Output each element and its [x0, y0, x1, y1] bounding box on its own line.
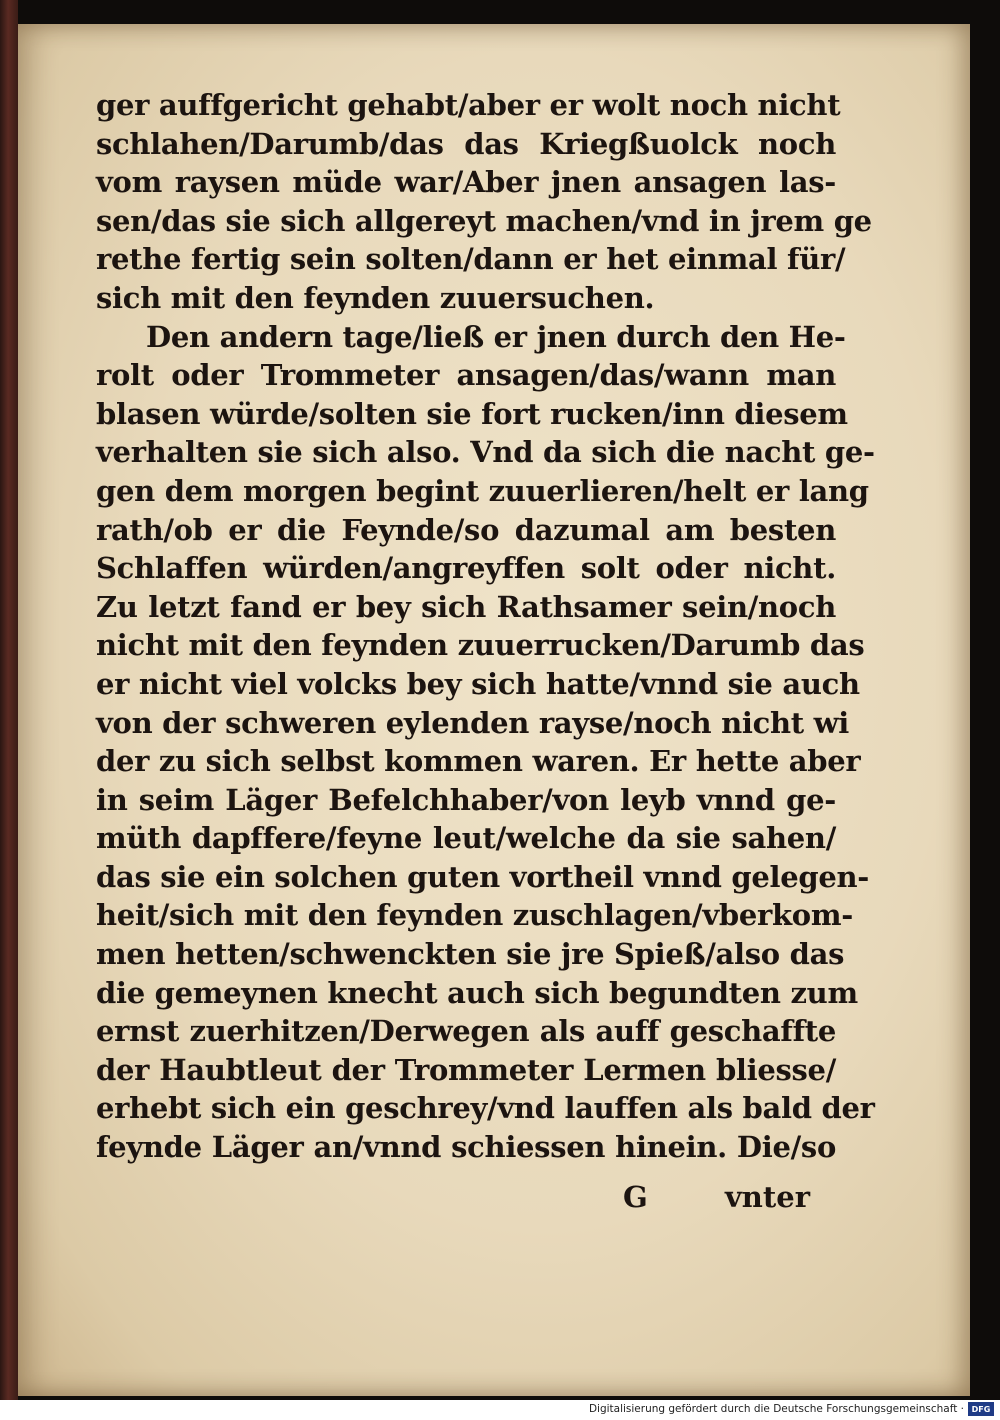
text-line: men hetten/schwenckten sie jre Spieß/also das: [96, 937, 845, 972]
text-line: rethe fertig sein solten/dann er het einmal für/: [96, 242, 846, 277]
signature-mark: G: [623, 1180, 648, 1214]
text-line: erhebt sich ein geschrey/vnd lauffen als bald der: [96, 1091, 875, 1126]
text-line: Schlaffen würden/angreyffen solt oder nicht.: [96, 551, 836, 586]
credit-text: Digitalisierung gefördert durch die Deutsche Forschungsgemeinschaft ·: [588, 1403, 964, 1415]
catchword: vnter: [724, 1180, 810, 1214]
text-line: heit/sich mit den feynden zuschlagen/vberkom-: [96, 898, 853, 933]
text-line: vom raysen müde war/Aber jnen ansagen las-: [96, 165, 836, 200]
text-line: rolt oder Trommeter ansagen/das/wann man: [96, 358, 836, 393]
text-line: das sie ein solchen guten vortheil vnnd gelegen-: [96, 859, 870, 894]
page-footer-marks: [78, 1180, 818, 1220]
text-line: schlahen/Darumb/das das Kriegßuolck noch: [96, 126, 836, 161]
text-line: die gemeynen knecht auch sich begundten zum: [96, 975, 858, 1010]
text-line: Zu letzt fand er bey sich Rathsamer sein/noch: [96, 589, 836, 624]
text-line: Den andern tage/ließ er jnen durch den He-: [146, 319, 846, 354]
digitization-credit-bar: [0, 1400, 1000, 1420]
text-line: ernst zuerhitzen/Derwegen als auff geschaffte: [96, 1014, 836, 1049]
text-line: feynde Läger an/vnnd schiessen hinein. Die/so: [96, 1130, 836, 1165]
text-line: nicht mit den feynden zuuerrucken/Darumb das: [96, 628, 865, 663]
text-line: blasen würde/solten sie fort rucken/inn diesem: [96, 396, 848, 431]
text-line: er nicht viel volcks bey sich hatte/vnnd sie auch: [96, 666, 860, 701]
text-line: müth dapffere/feyne leut/welche da sie sahen/: [96, 821, 836, 856]
body-text: [96, 86, 875, 1167]
text-line: der Haubtleut der Trommeter Lermen bliesse/: [96, 1052, 836, 1087]
text-line: der zu sich selbst kommen waren. Er hette aber: [96, 744, 861, 779]
text-line: sen/das sie sich allgereyt machen/vnd in jrem ge: [96, 203, 872, 238]
dfg-logo-icon: DFG: [968, 1402, 994, 1416]
book-binding-edge: [0, 0, 18, 1400]
text-line: sich mit den feynden zuuersuchen.: [96, 280, 655, 315]
text-line: ger auffgericht gehabt/aber er wolt noch nicht: [96, 88, 841, 122]
text-line: rath/ob er die Feynde/so dazumal am besten: [96, 512, 836, 547]
text-line: gen dem morgen begint zuuerlieren/helt er lang: [96, 473, 869, 508]
text-line: verhalten sie sich also. Vnd da sich die nacht ge-: [96, 435, 875, 470]
text-line: in seim Läger Befelchhaber/von leyb vnnd ge-: [96, 782, 836, 817]
text-line: von der schweren eylenden rayse/noch nicht wi: [96, 705, 850, 740]
